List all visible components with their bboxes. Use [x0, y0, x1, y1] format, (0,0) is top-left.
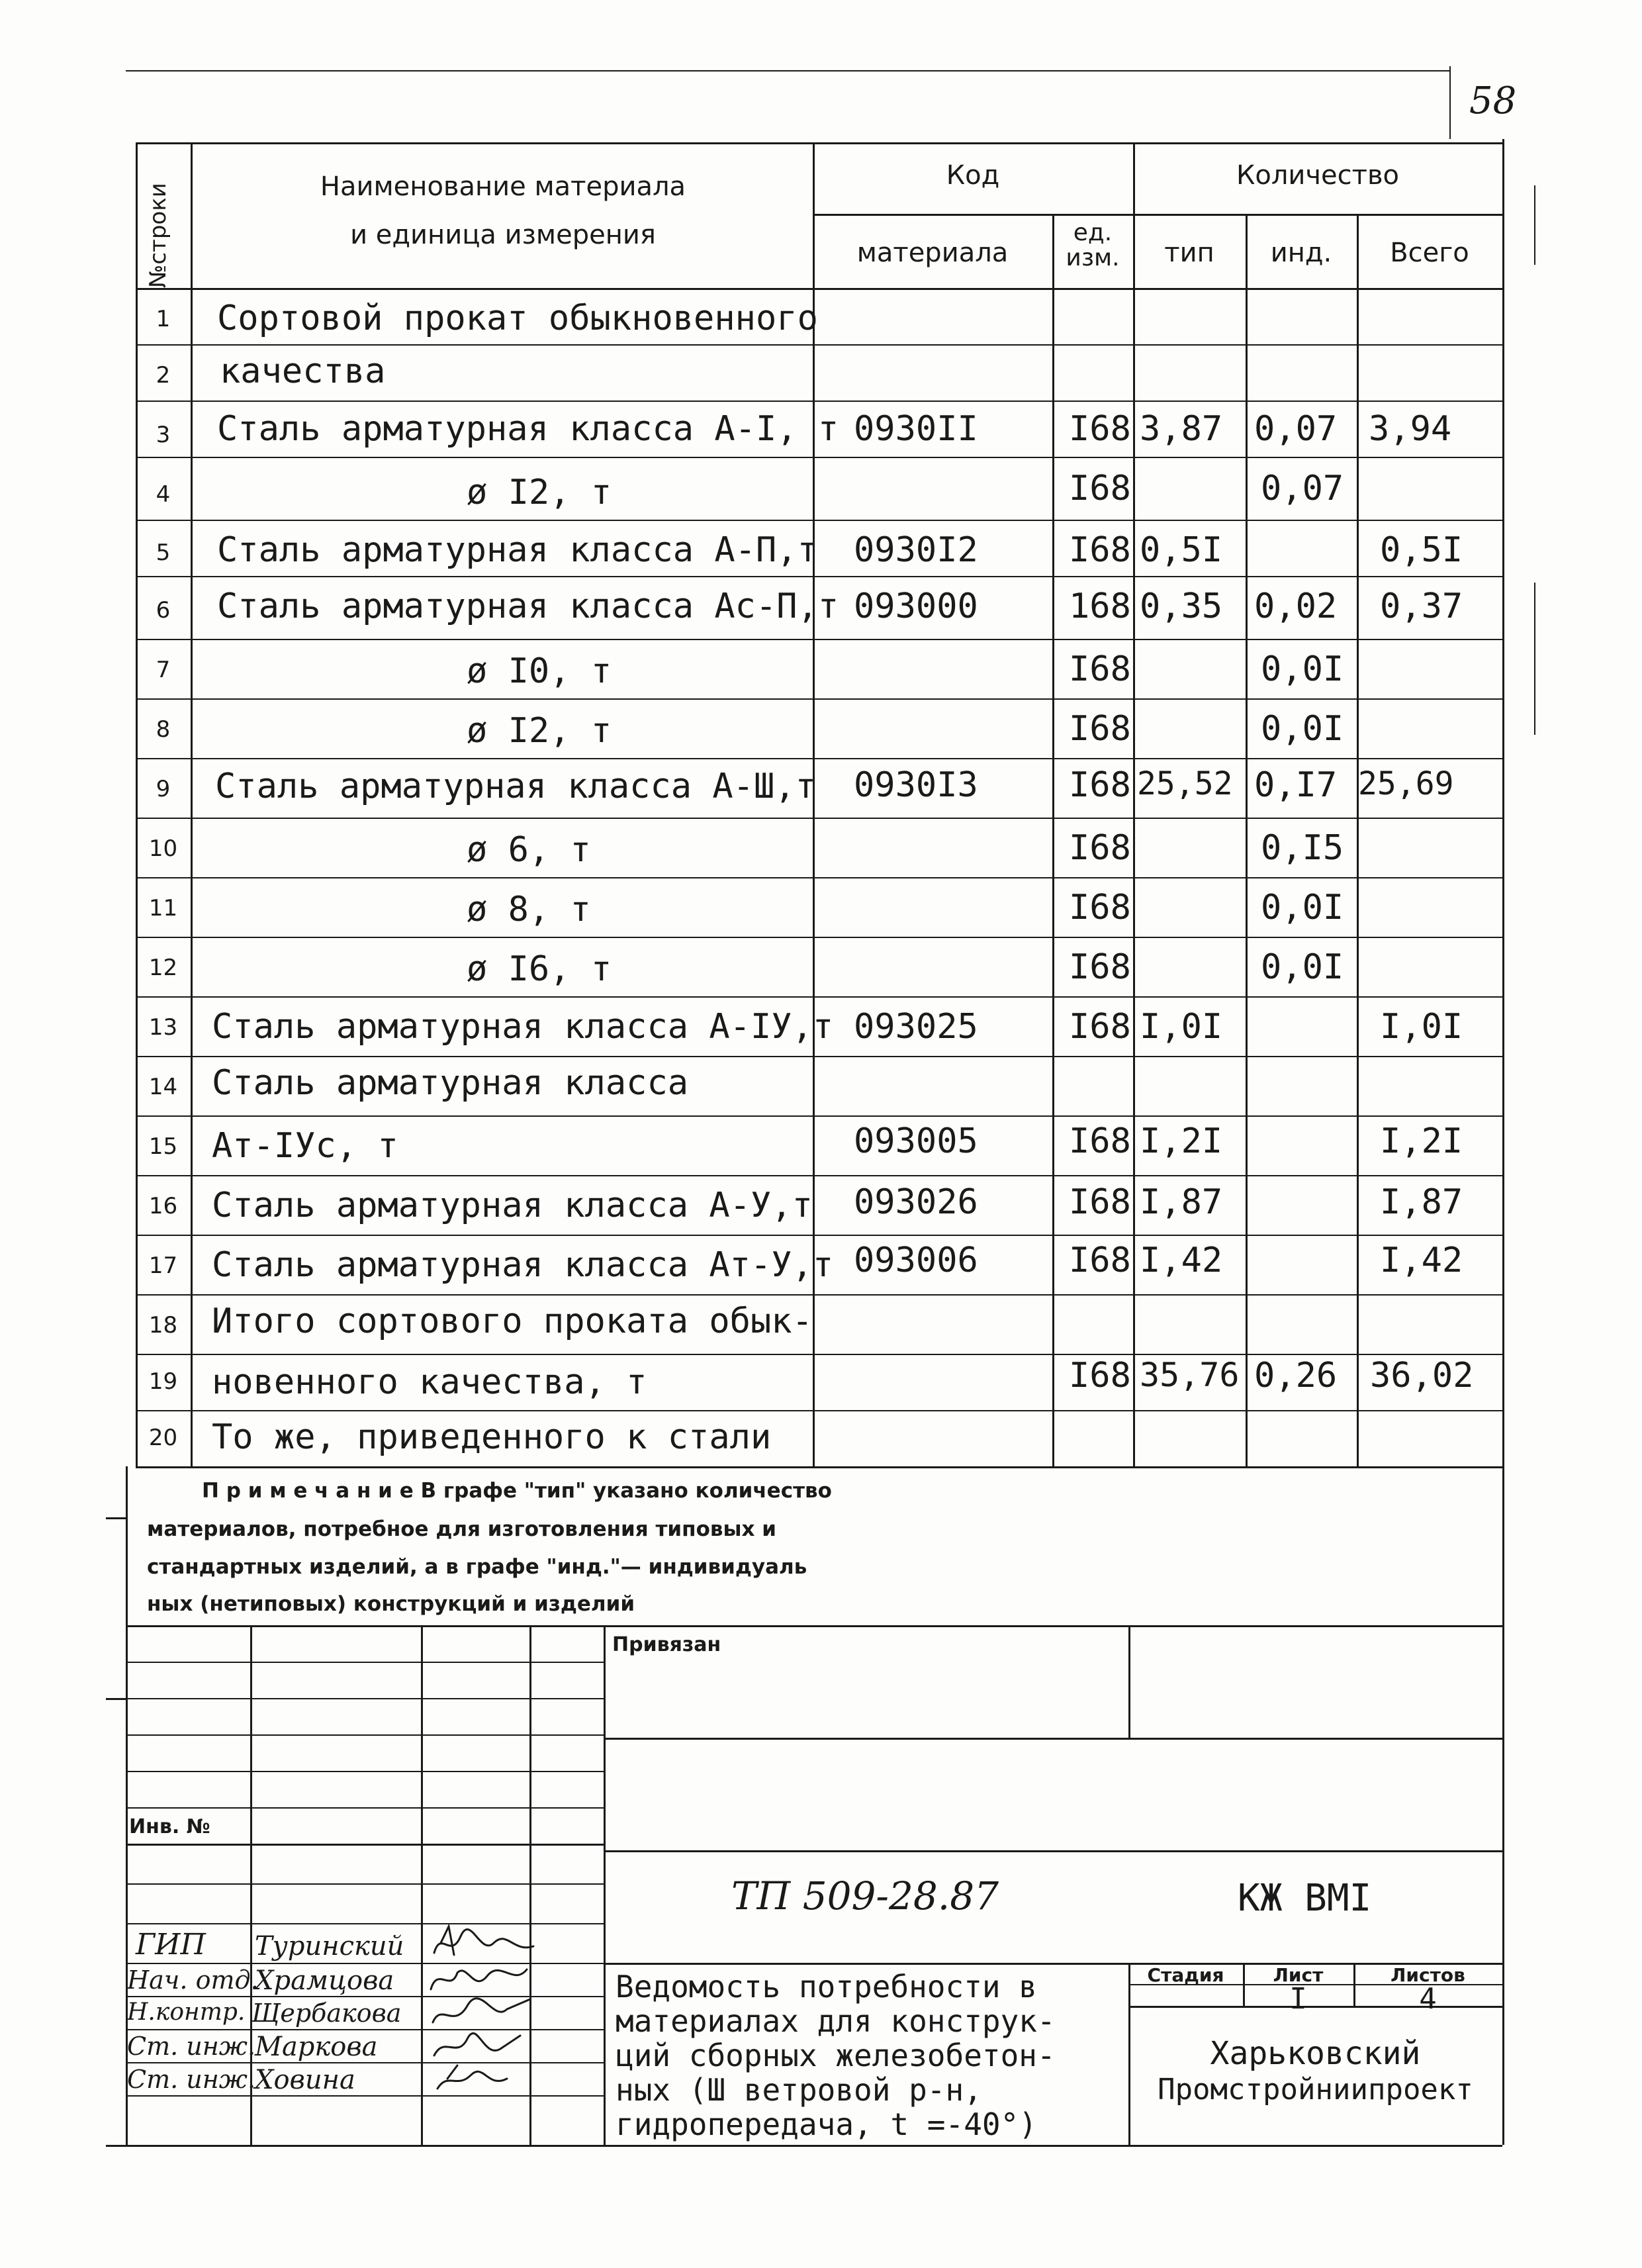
material-name: ø I2, т [467, 711, 612, 751]
material-name: Сталь арматурная класса [212, 1063, 689, 1103]
unit-code: I68 [1069, 1356, 1131, 1395]
material-name: Сталь арматурная класса А-I, т [217, 409, 839, 449]
unit-code: I68 [1069, 409, 1131, 449]
row-number: 8 [156, 716, 171, 743]
row-number: 15 [148, 1133, 178, 1160]
unit-code: I68 [1069, 765, 1131, 805]
qty-total: I,87 [1380, 1182, 1463, 1222]
signer-name: Храмцова [255, 1965, 394, 1996]
material-code: 093025 [854, 1007, 978, 1047]
qty-total: I,2I [1380, 1121, 1463, 1161]
qty-type: 0,35 [1140, 587, 1223, 626]
signer-role: ГИП [136, 1928, 206, 1961]
signer-role: Н.контр. [127, 1999, 246, 2026]
page-number: 58 [1469, 79, 1517, 122]
signature-scribbles [421, 1923, 537, 2095]
sheets-count: 4 [1419, 1982, 1437, 2016]
material-name: Сталь арматурная класса Ат-У,т [212, 1245, 834, 1285]
doc-title-line: Ведомость потребности в [616, 1969, 1037, 2005]
unit-code: I68 [1069, 947, 1131, 987]
header-qty-total: Всего [1390, 238, 1469, 268]
header-qty-type: тип [1164, 238, 1214, 268]
material-code: 093005 [854, 1121, 978, 1161]
qty-ind: 0,02 [1254, 587, 1338, 626]
header-code-material: материала [856, 238, 1009, 268]
top-rule [126, 70, 1449, 71]
material-name: Итого сортового проката обык- [212, 1301, 813, 1341]
unit-code: I68 [1069, 709, 1131, 749]
material-code: 0930I2 [854, 530, 978, 570]
organization-line: Промстройниипроект [1158, 2073, 1473, 2106]
qty-ind: 0,07 [1254, 409, 1338, 449]
material-code: 0930II [854, 409, 978, 449]
material-name: Сталь арматурная класса А-У,т [212, 1186, 813, 1225]
qty-type: I,42 [1140, 1241, 1223, 1280]
material-name: качества [220, 352, 386, 391]
qty-ind: 0,I7 [1254, 765, 1338, 805]
material-name: Сталь арматурная класса Ас-П,т [217, 587, 839, 626]
row-number: 16 [148, 1193, 178, 1219]
unit-code: I68 [1069, 530, 1131, 570]
sheet-label: Лист [1273, 1964, 1324, 1986]
unit-code: I68 [1069, 1007, 1131, 1047]
row-number: 14 [148, 1074, 178, 1100]
material-name: ø I6, т [467, 949, 612, 989]
qty-total: 0,5I [1380, 530, 1463, 570]
material-name: ø 8, т [467, 890, 591, 929]
unit-code: I68 [1069, 888, 1131, 927]
doc-title-line: ций сборных железобетон- [616, 2038, 1056, 2073]
page-number-divider [1449, 66, 1451, 139]
margin-mark [106, 1698, 126, 1700]
qty-type: I,87 [1140, 1182, 1223, 1222]
note-line: стандартных изделий, а в графе "инд."— индивидуаль [147, 1555, 807, 1579]
qty-ind: 0,0I [1261, 649, 1344, 689]
unit-code: I68 [1069, 828, 1131, 868]
qty-total: I,0I [1380, 1007, 1463, 1047]
row-number: 17 [148, 1252, 178, 1279]
row-number: 2 [156, 362, 171, 389]
row-number: 18 [148, 1312, 178, 1339]
document-code: ТП 509-28.87 [731, 1873, 999, 1918]
qty-ind: 0,0I [1261, 947, 1344, 987]
note-line: П р и м е ч а н и е В графе "тип" указано количество [202, 1479, 832, 1503]
row-number: 10 [148, 835, 178, 862]
doc-title-line: материалах для конструк- [616, 2003, 1056, 2039]
row-number: 6 [156, 597, 171, 624]
material-code: 093000 [854, 587, 978, 626]
material-name: Ат-IУс, т [212, 1126, 398, 1166]
qty-ind: 0,0I [1261, 888, 1344, 927]
header-row-number: №строки [145, 183, 171, 288]
qty-type: 25,52 [1137, 765, 1233, 802]
material-name: Сталь арматурная класса А-Ш,т [215, 767, 816, 806]
material-name: Сортовой прокат обыкновенного [217, 299, 818, 338]
row-number: 1 [156, 306, 171, 332]
qty-ind: 0,07 [1261, 469, 1344, 508]
signer-role: Ст. инж. [127, 2032, 256, 2061]
qty-ind: 0,26 [1254, 1356, 1338, 1395]
signer-name: Маркова [255, 2032, 378, 2062]
row-number: 7 [156, 657, 171, 683]
row-number: 9 [156, 776, 171, 802]
unit-code: I68 [1069, 649, 1131, 689]
stage-label: Стадия [1147, 1964, 1224, 1986]
row-number: 3 [156, 422, 171, 448]
material-name: новенного качества, т [212, 1362, 647, 1402]
material-name: Сталь арматурная класса А-П,т [217, 530, 818, 570]
note-line: материалов, потребное для изготовления типовых и [147, 1517, 777, 1541]
organization-line: Харьковский [1210, 2035, 1421, 2072]
qty-type: I,0I [1140, 1007, 1223, 1047]
signer-name: Ховина [255, 2065, 355, 2095]
doc-title-line: ных (Ш ветровой р-н, [616, 2072, 982, 2108]
row-number: 19 [148, 1368, 178, 1395]
qty-total: 0,37 [1380, 587, 1463, 626]
qty-total: 25,69 [1358, 765, 1454, 802]
signer-name: Щербакова [251, 1999, 402, 2028]
qty-type: 0,5I [1140, 530, 1223, 570]
unit-code: 168 [1069, 587, 1131, 626]
qty-total: 36,02 [1370, 1356, 1474, 1395]
material-code: 093006 [854, 1241, 978, 1280]
qty-ind: 0,I5 [1261, 828, 1344, 868]
header-code-unit: ед. изм. [1066, 219, 1120, 271]
qty-type: I,2I [1140, 1121, 1223, 1161]
qty-total: 3,94 [1369, 409, 1452, 449]
unit-code: I68 [1069, 1241, 1131, 1280]
margin-mark [106, 1517, 126, 1519]
privyazan-label: Привязан [612, 1633, 721, 1656]
sheets-label: Листов [1391, 1964, 1465, 1986]
material-code: 0930I3 [854, 765, 978, 805]
row-number: 13 [148, 1014, 178, 1041]
signer-role: Нач. отд. [127, 1965, 259, 1995]
unit-code: I68 [1069, 469, 1131, 508]
doc-title-line: гидропередача, t =-40°) [616, 2106, 1037, 2142]
unit-code: I68 [1069, 1182, 1131, 1222]
qty-total: I,42 [1380, 1241, 1463, 1280]
material-name: То же, приведенного к стали [212, 1417, 772, 1457]
margin-mark [1534, 185, 1535, 265]
qty-ind: 0,0I [1261, 709, 1344, 749]
material-code: 093026 [854, 1182, 978, 1222]
header-name-line1: Наименование материала [320, 171, 686, 202]
qty-type: 35,76 [1140, 1356, 1240, 1394]
unit-code: I68 [1069, 1121, 1131, 1161]
inv-no-label: Инв. № [129, 1815, 210, 1838]
material-name: Сталь арматурная класса А-IУ,т [212, 1007, 834, 1047]
material-name: ø I2, т [467, 473, 612, 512]
qty-type: 3,87 [1140, 409, 1223, 449]
row-number: 4 [156, 481, 171, 508]
document-mark: КЖ ВМI [1238, 1877, 1372, 1920]
row-number: 20 [148, 1425, 178, 1451]
note-line: ных (нетиповых) конструкций и изделий [147, 1592, 635, 1616]
signer-role: Ст. инж. [127, 2065, 256, 2094]
sheet-number: I [1289, 1982, 1307, 2016]
header-quantity: Количество [1236, 160, 1399, 191]
header-qty-ind: инд. [1270, 238, 1332, 268]
header-code: Код [946, 160, 1000, 191]
material-name: ø 6, т [467, 830, 591, 870]
row-number: 5 [156, 540, 171, 566]
header-name-line2: и единица измерения [350, 220, 656, 250]
margin-mark [1534, 583, 1535, 735]
row-number: 12 [148, 955, 178, 981]
material-name: ø I0, т [467, 651, 612, 691]
signer-name: Туринский [255, 1931, 404, 1961]
row-number: 11 [148, 895, 178, 921]
